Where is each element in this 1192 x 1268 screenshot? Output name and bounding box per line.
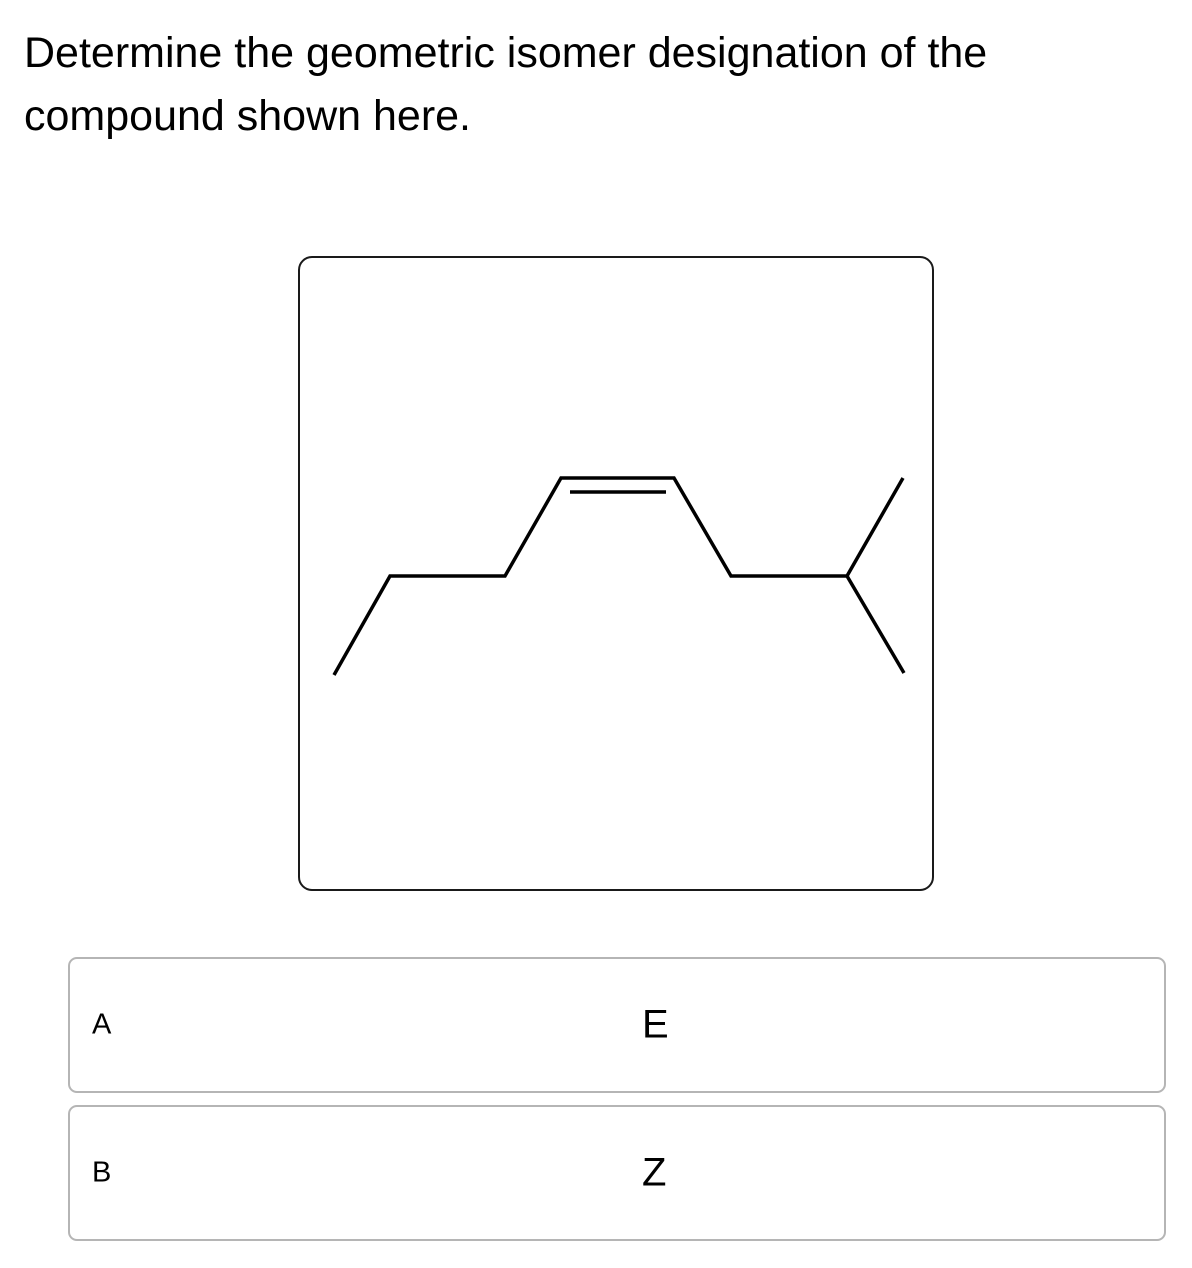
compound-figure xyxy=(298,256,934,891)
bond-chain-left xyxy=(334,478,903,675)
answer-option-a[interactable] xyxy=(68,957,1166,1093)
skeletal-structure-icon xyxy=(300,258,932,889)
option-label: E xyxy=(642,1002,669,1047)
option-label: Z xyxy=(642,1150,667,1195)
option-letter: A xyxy=(92,1008,112,1041)
bond-branch-methyl xyxy=(847,576,904,673)
option-letter: B xyxy=(92,1156,112,1189)
question-text: Determine the geometric isomer designation of the compound shown here. xyxy=(24,29,988,140)
answer-option-b[interactable] xyxy=(68,1105,1166,1241)
